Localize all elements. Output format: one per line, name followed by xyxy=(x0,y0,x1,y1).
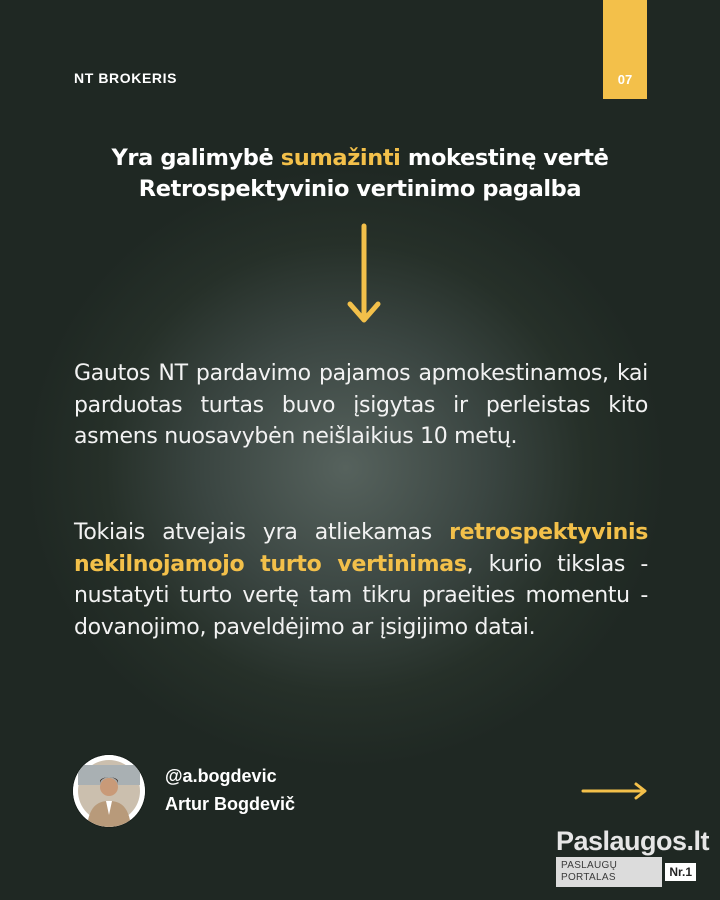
author-handle: @a.bogdevic xyxy=(165,766,277,786)
portal-watermark xyxy=(556,826,710,887)
portal-badge: Nr.1 xyxy=(665,863,696,881)
author-name: Artur Bogdevič xyxy=(165,794,296,814)
portal-tagline: PASLAUGŲ PORTALAS xyxy=(556,857,662,887)
avatar-photo xyxy=(73,755,145,827)
brand-label: NT BROKERIS xyxy=(74,70,178,86)
body-paragraph-2: Tokiais atvejais yra atliekamas retrospektyvinis nekilnojamojo turto vertinimas, kurio tikslas - nustatyti turto vertę tam tikru praeities momentu - dovanojimo, paveldėjimo ar įsigijimo datai. xyxy=(74,520,649,640)
arrow-down-icon xyxy=(342,222,386,328)
avatar xyxy=(73,755,145,827)
headline-highlight: sumažinti xyxy=(280,145,401,171)
headline-line1: Yra galimybė sumažinti mokestinę vertė xyxy=(111,145,609,171)
body-paragraph-1: Gautos NT pardavimo pajamos apmokestinamos, kai parduotas turtas buvo įsigytas ir perleistas kito asmens nuosavybėn neišlaikius 10 metų. xyxy=(74,361,648,449)
headline-line2: Retrospektyvinio vertinimo pagalba xyxy=(138,176,582,202)
page-number: 07 xyxy=(617,72,633,87)
portal-subline xyxy=(556,857,696,887)
page-number-tab xyxy=(603,0,647,99)
paragraph-highlight: retrospektyvinis nekilnojamojo turto vertinimas xyxy=(74,520,648,577)
headline xyxy=(40,143,680,205)
arrow-right-icon[interactable] xyxy=(580,780,650,802)
portal-name: Paslaugos.lt xyxy=(556,826,710,856)
